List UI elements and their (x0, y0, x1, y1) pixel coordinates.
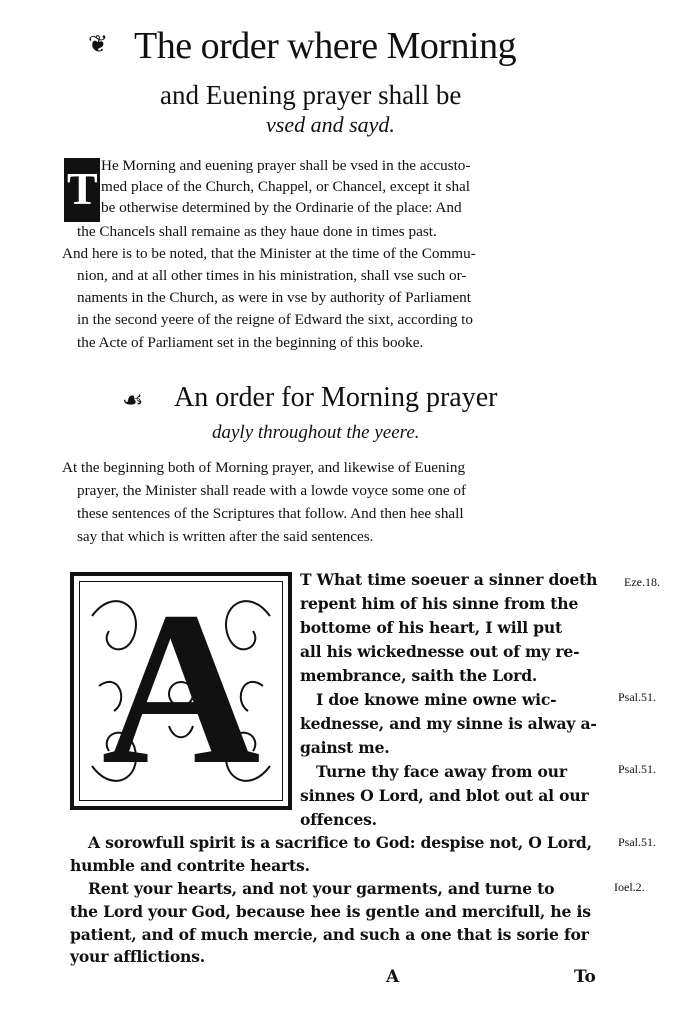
intro-line: in the second yeere of the reigne of Edward the sixt, according to (77, 311, 473, 328)
sentence-line: I doe knowe mine owne wic- (316, 690, 557, 709)
hand-ornament-icon: ☙ (122, 388, 144, 414)
intro-line: nion, and at all other times in his ministration, shall vse such or- (77, 267, 467, 284)
signature-mark: A (386, 967, 399, 987)
sentence-line: humble and contrite hearts. (70, 856, 310, 875)
page-title-line-3: vsed and sayd. (266, 112, 395, 137)
intro-line: med place of the Church, Chappel, or Chancel, except it shal (101, 178, 471, 195)
sentence-line: gainst me. (300, 738, 390, 757)
margin-reference: Psal.51. (618, 690, 657, 704)
rubric-line: say that which is written after the said sentences. (77, 528, 374, 545)
intro-line: He Morning and euening prayer shall be vsed in the accusto- (101, 157, 471, 174)
margin-reference: Psal.51. (618, 762, 657, 776)
sentence-line: sinnes O Lord, and blot out al our (300, 786, 589, 805)
intro-line: the Acte of Parliament set in the beginning of this booke. (77, 334, 424, 351)
margin-reference: Eze.18. (624, 575, 660, 589)
sentence-line: kednesse, and my sinne is alway a- (300, 714, 597, 733)
sentence-line: bottome of his heart, I will put (300, 618, 562, 637)
rubric-line: prayer, the Minister shall reade with a lowde voyce some one of (77, 482, 467, 499)
section-title: An order for Morning prayer (174, 382, 498, 413)
intro-line: naments in the Church, as were in vse by authority of Parliament (77, 289, 471, 306)
intro-line: be otherwise determined by the Ordinarie of the place: And (101, 199, 462, 216)
rubric-line: these sentences of the Scriptures that follow. And then hee shall (77, 505, 464, 522)
sentence-line: repent him of his sinne from the (300, 594, 579, 613)
rubric-line: At the beginning both of Morning prayer, and likewise of Euening (62, 459, 466, 476)
margin-reference: Ioel.2. (614, 880, 645, 894)
intro-line: And here is to be noted, that the Minister at the time of the Commu- (62, 245, 476, 262)
sentence-line: the Lord your God, because hee is gentle and mercifull, he is (70, 902, 591, 921)
decorated-initial-a (70, 572, 292, 810)
sentence-line: Rent your hearts, and not your garments, and turne to (88, 879, 555, 898)
drop-cap-initial: T (64, 158, 100, 222)
intro-line: the Chancels shall remaine as they haue done in times past. (77, 223, 437, 240)
sentence-line: A sorowfull spirit is a sacrifice to God: despise not, O Lord, (88, 833, 592, 852)
sentence-line: offences. (300, 810, 377, 829)
sentence-line: Turne thy face away from our (316, 762, 567, 781)
catchword: To (574, 967, 596, 987)
sentence-line: patient, and of much mercie, and such a one that is sorie for (70, 925, 589, 944)
sentence-line: T What time soeuer a sinner doeth (300, 570, 598, 589)
sentence-line: membrance, saith the Lord. (300, 666, 538, 685)
page-title-line-2: and Euening prayer shall be (160, 80, 462, 110)
fleuron-ornament-icon: ❦ (88, 32, 109, 58)
initial-letter: A (101, 572, 261, 810)
sentence-line: your afflictions. (70, 947, 205, 966)
margin-reference: Psal.51. (618, 835, 657, 849)
sentence-line: all his wickednesse out of my re- (300, 642, 580, 661)
page-title-line-1: The order where Morning (134, 25, 517, 67)
section-subtitle: dayly throughout the yeere. (212, 422, 420, 443)
